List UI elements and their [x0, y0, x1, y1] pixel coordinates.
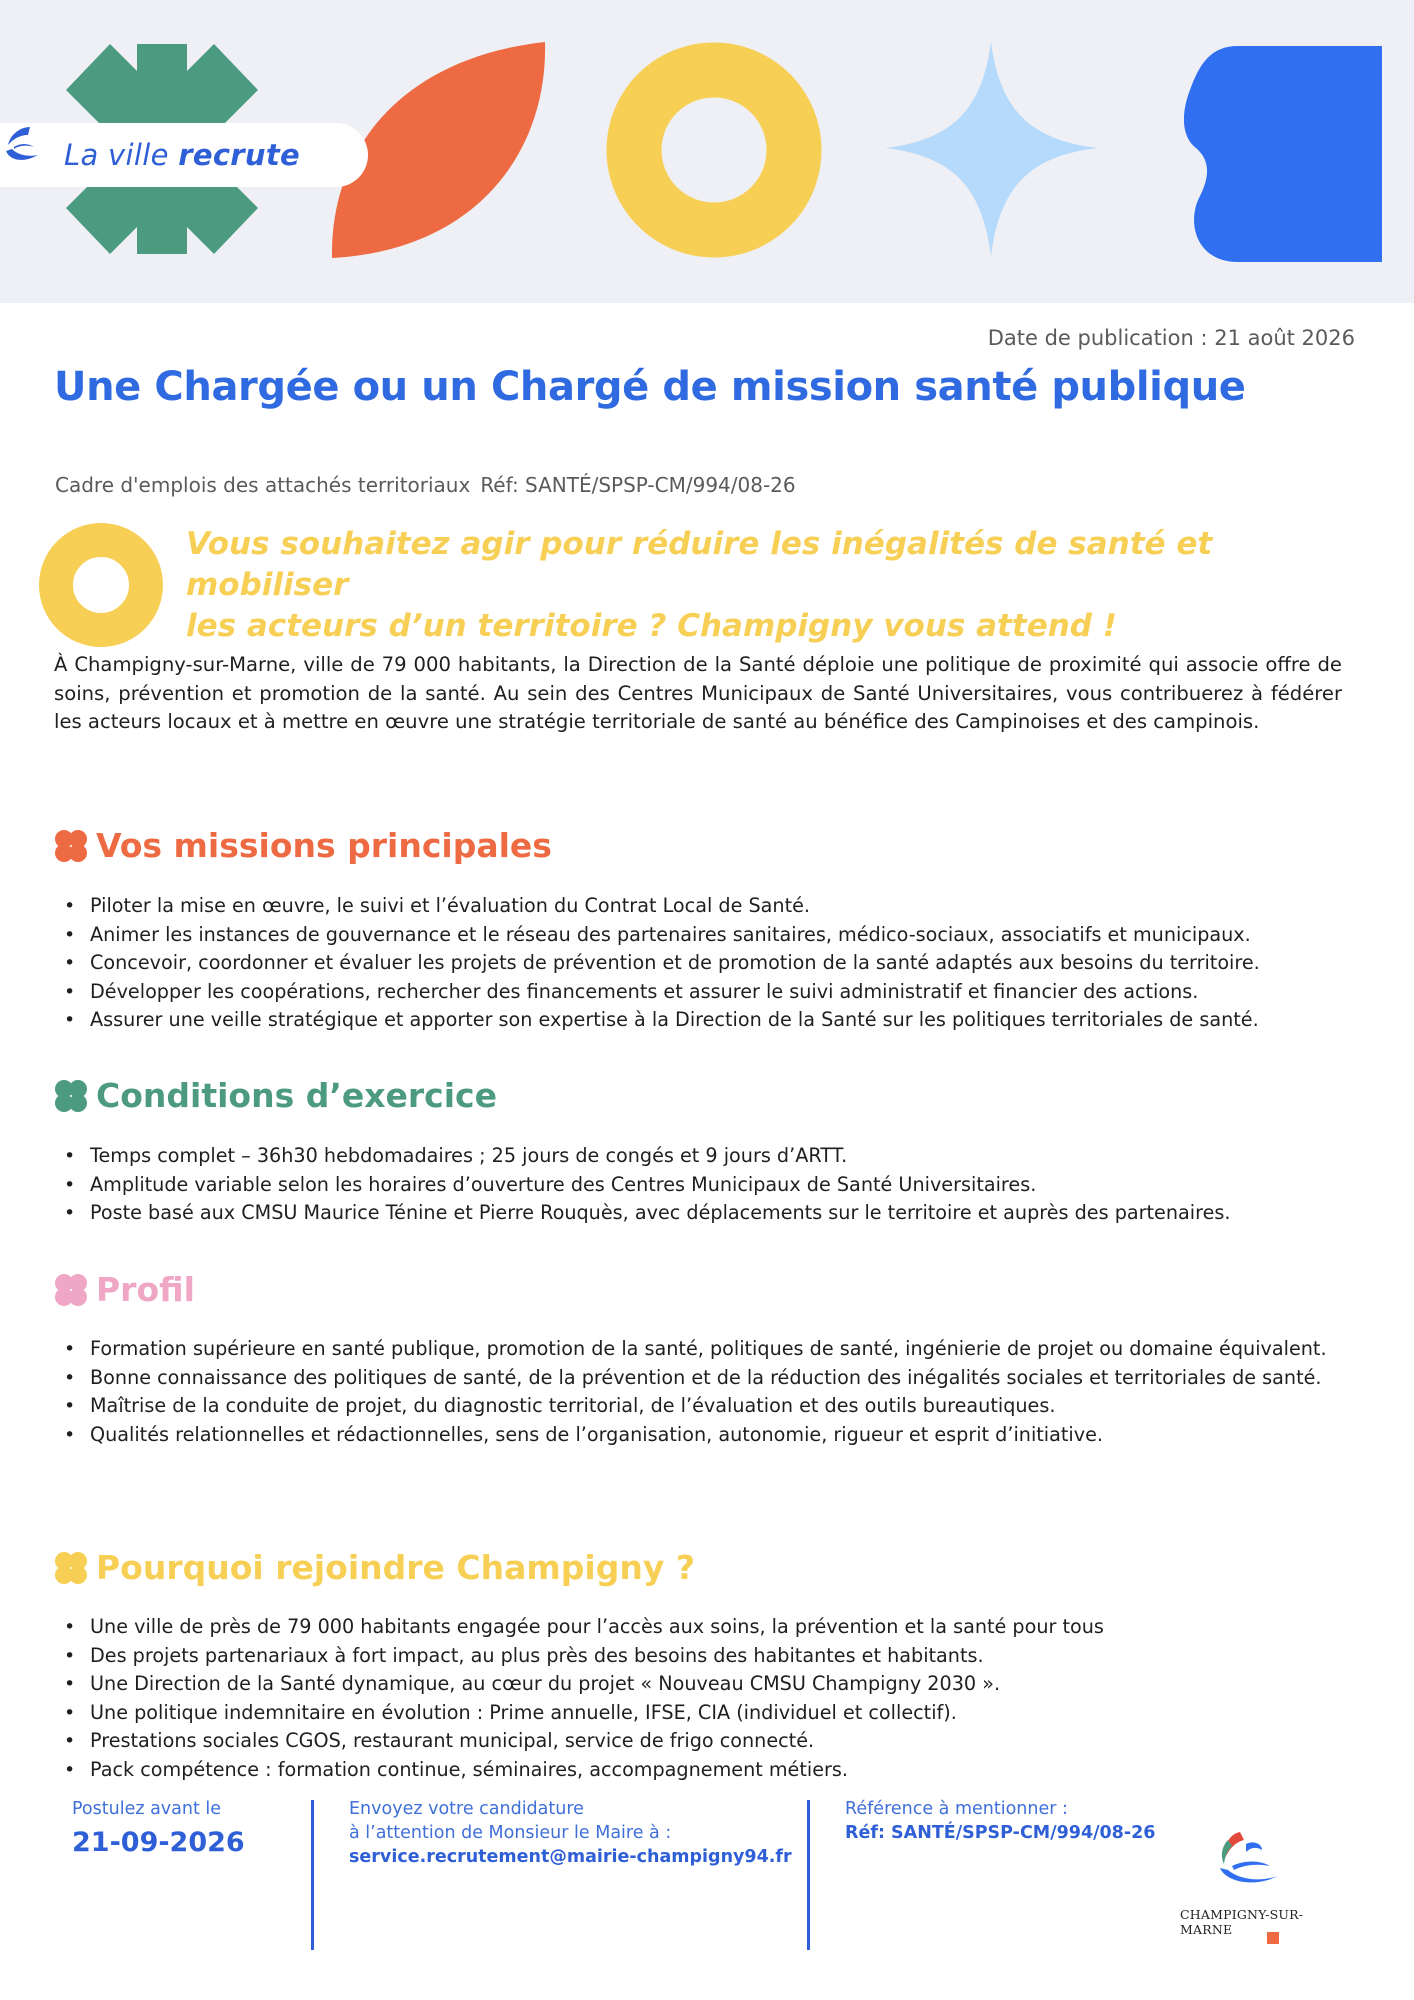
conditions-title: Conditions d’exercice — [96, 1076, 497, 1115]
deadline-label: Postulez avant le — [72, 1799, 222, 1819]
missions-title: Vos missions principales — [96, 826, 552, 865]
page-title: Une Chargée ou un Chargé de mission santé publique — [54, 364, 1246, 410]
list-item: • Piloter la mise en œuvre, le suivi et l’évaluation du Contrat Local de Santé. — [62, 892, 1352, 921]
conditions-list — [62, 1142, 1352, 1228]
list-item: • Des projets partenariaux à fort impact, au plus près des besoins des habitantes et habitants. — [62, 1642, 1352, 1671]
orange-flower-icon — [54, 829, 88, 863]
list-item: • Temps complet – 36h30 hebdomadaires ; 25 jours de congés et 9 jours d’ARTT. — [62, 1142, 1352, 1171]
profil-list — [62, 1335, 1352, 1449]
why-list — [62, 1613, 1352, 1784]
job-grade: Cadre d'emplois des attachés territoriaux — [55, 473, 471, 497]
tagline-line-1: Vous souhaitez agir pour réduire les inégalités de santé et mobiliser — [186, 526, 1213, 603]
intro-paragraph: À Champigny-sur-Marne, ville de 79 000 habitants, la Direction de la Santé déploie une politique de proximité qui associe offre de soins, prévention et promotion de la santé. Au sein des Centres Municipaux de Santé Universitaires, vous contribuerez à fédérer les acteurs locaux et à mettre en œuvre une stratégie territoriale de santé au bénéfice des Campinoises et des campinois. — [54, 653, 1342, 734]
city-name: CHAMPIGNY-SUR-MARNE — [1180, 1907, 1304, 1937]
why-title: Pourquoi rejoindre Champigny ? — [96, 1548, 695, 1587]
profil-heading — [54, 1270, 195, 1309]
list-item: • Qualités relationnelles et rédactionnelles, sens de l’organisation, autonomie, rigueur et esprit d’initiative. — [62, 1421, 1352, 1450]
list-item: • Bonne connaissance des politiques de santé, de la prévention et de la réduction des inégalités sociales et territoriales de santé. — [62, 1364, 1352, 1393]
reference-value: Réf: SANTÉ/SPSP-CM/994/08-26 — [845, 1823, 1156, 1843]
champigny-swoosh-icon — [0, 123, 44, 165]
list-item: • Une ville de près de 79 000 habitants engagée pour l’accès aux soins, la prévention et la santé pour tous — [62, 1613, 1352, 1642]
list-item: • Animer les instances de gouvernance et le réseau des partenaires sanitaires, médico-sociaux, associatifs et municipaux. — [62, 921, 1352, 950]
champigny-logo-icon — [1170, 1826, 1320, 1906]
recruit-badge — [0, 123, 368, 187]
deadline-date: 21-09-2026 — [72, 1827, 245, 1858]
header-banner — [0, 0, 1414, 303]
tagline-line-2: les acteurs d’un territoire ? Champigny vous attend ! — [186, 608, 1117, 644]
yellow-flower-icon — [54, 1551, 88, 1585]
reference-label: Référence à mentionner : — [845, 1799, 1068, 1819]
apply-email-link[interactable]: service.recrutement@mairie-champigny94.fr — [349, 1847, 792, 1867]
why-heading — [54, 1548, 695, 1587]
conditions-heading — [54, 1076, 497, 1115]
badge-label-bold: recrute — [178, 138, 300, 172]
green-flower-icon — [54, 1079, 88, 1113]
deadline-block — [72, 1797, 245, 1858]
job-grade-line — [55, 473, 796, 497]
profil-title: Profil — [96, 1270, 195, 1309]
blue-star-shape — [885, 42, 1098, 256]
list-item: • Assurer une veille stratégique et apporter son expertise à la Direction de la Santé sur les politiques territoriales de santé. — [62, 1006, 1352, 1035]
footer-divider — [311, 1800, 314, 1950]
list-item: • Pack compétence : formation continue, séminaires, accompagnement métiers. — [62, 1756, 1352, 1785]
pink-flower-icon — [54, 1273, 88, 1307]
list-item: • Prestations sociales CGOS, restaurant municipal, service de frigo connecté. — [62, 1727, 1352, 1756]
city-logo-square — [1267, 1932, 1279, 1944]
missions-heading — [54, 826, 552, 865]
list-item: • Une Direction de la Santé dynamique, au cœur du projet « Nouveau CMSU Champigny 2030 ». — [62, 1670, 1352, 1699]
yellow-ring-shape — [634, 70, 794, 230]
badge-label-light: La ville — [64, 138, 179, 172]
tagline — [186, 524, 1366, 647]
apply-line-2: à l’attention de Monsieur le Maire à : — [349, 1823, 672, 1843]
apply-block — [349, 1797, 792, 1869]
job-reference: Réf: SANTÉ/SPSP-CM/994/08-26 — [480, 473, 796, 497]
list-item: • Formation supérieure en santé publique, promotion de la santé, politiques de santé, ingénierie de projet ou domaine équivalent. — [62, 1335, 1352, 1364]
list-item: • Une politique indemnitaire en évolution : Prime annuelle, IFSE, CIA (individuel et collectif). — [62, 1699, 1352, 1728]
list-item: • Développer les coopérations, rechercher des financements et assurer le suivi administratif et financier des actions. — [62, 978, 1352, 1007]
blue-block-shape — [1184, 46, 1382, 262]
publication-date: Date de publication : 21 août 2026 — [987, 326, 1355, 350]
reference-block — [845, 1797, 1155, 1845]
list-item: • Concevoir, coordonner et évaluer les projets de prévention et de promotion de la santé adaptés aux besoins du territoire. — [62, 949, 1352, 978]
list-item: • Poste basé aux CMSU Maurice Ténine et Pierre Rouquès, avec déplacements sur le territoire et auprès des partenaires. — [62, 1199, 1352, 1228]
yellow-ring-decoration — [38, 522, 164, 648]
footer-divider — [807, 1800, 810, 1950]
apply-line-1: Envoyez votre candidature — [349, 1799, 584, 1819]
missions-list — [62, 892, 1352, 1035]
list-item: • Amplitude variable selon les horaires d’ouverture des Centres Municipaux de Santé Universitaires. — [62, 1171, 1352, 1200]
list-item: • Maîtrise de la conduite de projet, du diagnostic territorial, de l’évaluation et des outils bureautiques. — [62, 1392, 1352, 1421]
